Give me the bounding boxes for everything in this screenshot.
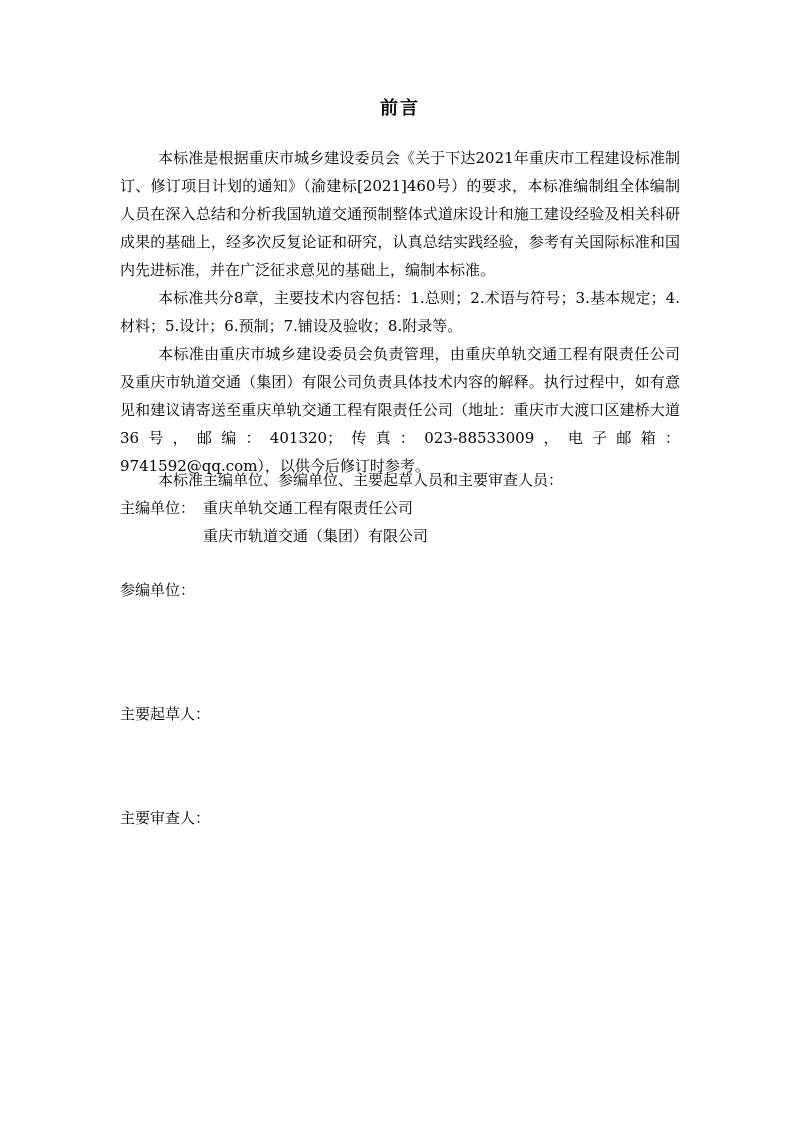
preface-paragraph-basis: 本标准是根据重庆市城乡建设委员会《关于下达2021年重庆市工程建设标准制订、修订项目计划的通知》（渝建标[2021]460号）的要求，本标准编制组全体编制人员在深入总结和分析我国轨道交通预制整体式道床设计和施工建设经验及相关科研成果的基础上，经多次反复论证和研究，认真总结实践经验，参考有关国际标准和国内先进标准，并在广泛征求意见的基础上，编制本标准。 (120, 149, 680, 279)
drafters-label: 主要起草人： (120, 705, 211, 723)
participating-units-label: 参编单位： (120, 581, 196, 599)
page-title: 前言 (380, 98, 420, 119)
chief-unit-item: 重庆市轨道交通（集团）有限公司 (203, 527, 429, 545)
preface-paragraph-management: 本标准由重庆市城乡建设委员会负责管理，由重庆单轨交通工程有限责任公司及重庆市轨道交通（集团）有限公司负责具体技术内容的解释。执行过程中，如有意见和建议请寄送至重庆单轨交通工程有限责任公司（地址：重庆市大渡口区建桥大道36号，邮编：401320；传真：023-88533009，电子邮箱：9741592@qq.com），以供今后修订时参考。 (120, 345, 680, 475)
chief-unit-item: 重庆单轨交通工程有限责任公司 (203, 499, 414, 517)
preface-paragraph-contents: 本标准共分8章，主要技术内容包括：1.总则；2.术语与符号；3.基本规定；4.材料；5.设计；6.预制；7.铺设及验收；8.附录等。 (120, 289, 680, 335)
chief-units-label: 主编单位： (120, 499, 196, 517)
preface-paragraph-units-intro: 本标准主编单位、参编单位、主要起草人员和主要审查人员： (158, 471, 564, 489)
reviewers-label: 主要审查人： (120, 809, 211, 827)
